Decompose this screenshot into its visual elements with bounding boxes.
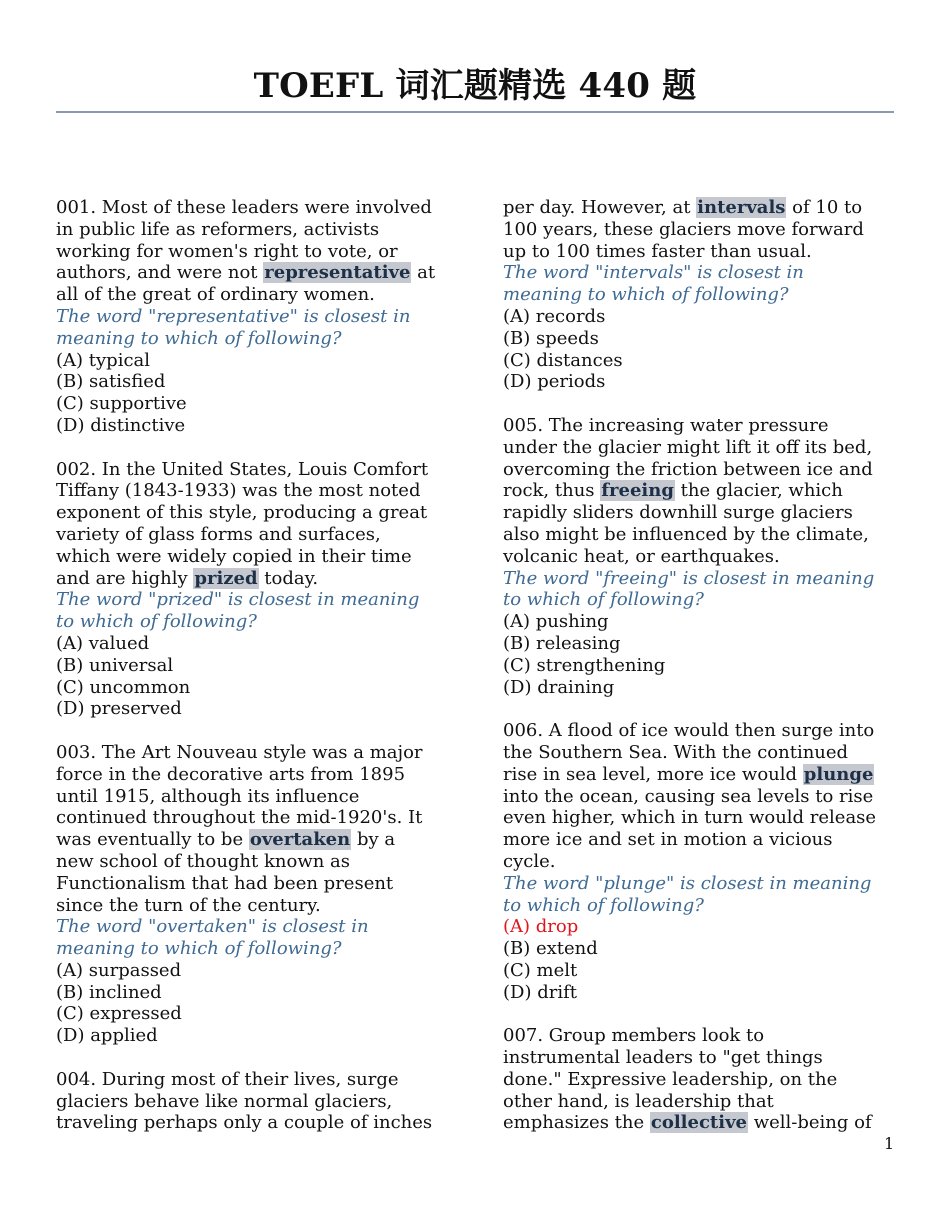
spacer <box>503 393 903 415</box>
passage-line: Tiffany (1843-1933) was the most noted <box>56 480 421 502</box>
passage-line: up to 100 times faster than usual. <box>503 240 812 262</box>
question-004-cont <box>503 197 903 393</box>
passage-line <box>56 829 456 851</box>
passage-line: more ice and set in motion a vicious <box>503 829 833 851</box>
option-c: (C) distances <box>503 349 623 371</box>
option-d: (D) distinctive <box>56 414 186 436</box>
passage-line: cycle. <box>503 850 556 872</box>
option-b: (B) extend <box>503 938 598 960</box>
question-005 <box>503 415 903 698</box>
option-a: (A) typical <box>56 349 151 371</box>
option-c: (C) expressed <box>56 1003 182 1025</box>
passage-line: working for women's right to vote, or <box>56 240 398 262</box>
passage-line: under the glacier might lift it off its bed, <box>503 436 873 458</box>
title-divider <box>56 111 894 113</box>
passage-line: 005. The increasing water pressure <box>503 414 829 436</box>
page-number: 1 <box>884 1134 895 1153</box>
highlighted-word: overtaken <box>249 829 351 851</box>
question-prompt: The word "freeing" is closest in meaning <box>503 567 875 589</box>
question-001 <box>56 197 456 437</box>
spacer <box>503 698 903 720</box>
passage-text: emphasizes the <box>503 1112 650 1134</box>
passage-line: 006. A flood of ice would then surge into <box>503 720 875 742</box>
passage-text: was eventually to be <box>56 829 249 851</box>
passage-line <box>503 197 903 219</box>
passage-line: since the turn of the century. <box>56 894 321 916</box>
question-002 <box>56 459 456 721</box>
passage-line: the Southern Sea. With the continued <box>503 741 849 763</box>
passage-line: volcanic heat, or earthquakes. <box>503 545 780 567</box>
passage-line: 004. During most of their lives, surge <box>56 1068 399 1090</box>
highlighted-word: freeing <box>601 480 674 502</box>
passage-line <box>56 568 456 590</box>
passage-line: until 1915, although its influence <box>56 785 360 807</box>
question-003 <box>56 742 456 1047</box>
question-prompt: The word "plunge" is closest in meaning <box>503 872 872 894</box>
passage-text: of 10 to <box>786 197 863 218</box>
option-d: (D) preserved <box>56 698 182 720</box>
option-b: (B) releasing <box>503 632 621 654</box>
question-007 <box>503 1025 903 1134</box>
option-c: (C) strengthening <box>503 654 666 676</box>
spacer <box>503 1003 903 1025</box>
passage-line: new school of thought known as <box>56 850 351 872</box>
question-prompt: meaning to which of following? <box>503 284 789 306</box>
passage-line: all of the great of ordinary women. <box>56 284 375 306</box>
option-b: (B) satisfied <box>56 371 166 393</box>
option-d: (D) applied <box>56 1025 158 1047</box>
option-a: (A) valued <box>56 632 150 654</box>
passage-text: and are highly <box>56 567 194 589</box>
option-a: (A) pushing <box>503 611 609 633</box>
passage-line: force in the decorative arts from 1895 <box>56 763 406 785</box>
passage-text: authors, and were not <box>56 262 264 284</box>
question-006 <box>503 720 903 1003</box>
passage-line: 007. Group members look to <box>503 1025 765 1047</box>
question-prompt: to which of following? <box>503 894 704 916</box>
option-b: (B) inclined <box>56 981 162 1003</box>
passage-line: instrumental leaders to "get things <box>503 1047 823 1069</box>
question-prompt: The word "representative" is closest in <box>56 305 411 327</box>
right-column <box>503 197 903 1134</box>
passage-line: 003. The Art Nouveau style was a major <box>56 741 423 763</box>
passage-line <box>56 262 456 284</box>
question-prompt: meaning to which of following? <box>56 938 342 960</box>
option-c: (C) melt <box>503 959 578 981</box>
passage-text: the glacier, which <box>674 480 843 502</box>
question-prompt: The word "overtaken" is closest in <box>56 916 369 938</box>
option-a: (A) records <box>503 305 606 327</box>
highlighted-word: plunge <box>803 763 874 785</box>
passage-line: into the ocean, causing sea levels to rise <box>503 785 874 807</box>
highlighted-word: representative <box>264 262 411 284</box>
spacer <box>56 720 456 742</box>
passage-line: 100 years, these glaciers move forward <box>503 218 864 240</box>
passage-line: done." Expressive leadership, on the <box>503 1068 838 1090</box>
question-prompt: The word "intervals" is closest in <box>503 262 804 284</box>
question-prompt: to which of following? <box>503 589 704 611</box>
passage-line: continued throughout the mid-1920's. It <box>56 807 423 829</box>
passage-text: at <box>411 262 436 284</box>
highlighted-word: prized <box>194 567 258 589</box>
passage-line: rapidly sliders downhill surge glaciers <box>503 502 853 524</box>
highlighted-word: intervals <box>697 197 786 218</box>
passage-line: glaciers behave like normal glaciers, <box>56 1090 393 1112</box>
spacer <box>56 1047 456 1069</box>
passage-line: even higher, which in turn would release <box>503 807 877 829</box>
question-004-start <box>56 1069 456 1134</box>
option-b: (B) speeds <box>503 327 599 349</box>
passage-line: Functionalism that had been present <box>56 872 394 894</box>
passage-line: which were widely copied in their time <box>56 545 412 567</box>
passage-text: today. <box>258 567 319 589</box>
question-prompt: meaning to which of following? <box>56 327 342 349</box>
passage-text: per day. However, at <box>503 197 697 218</box>
passage-line: overcoming the friction between ice and <box>503 458 873 480</box>
passage-text: well-being of <box>747 1112 872 1134</box>
passage-line: exponent of this style, producing a great <box>56 502 428 524</box>
passage-text: by a <box>351 829 396 851</box>
passage-line: variety of glass forms and surfaces, <box>56 523 381 545</box>
page-title: TOEFL 词汇题精选 440 题 <box>253 66 697 106</box>
option-b: (B) universal <box>56 654 174 676</box>
passage-line: 002. In the United States, Louis Comfort <box>56 458 429 480</box>
option-c: (C) supportive <box>56 393 187 415</box>
passage-line: in public life as reformers, activists <box>56 218 380 240</box>
passage-line: also might be influenced by the climate, <box>503 523 869 545</box>
passage-line <box>503 480 903 502</box>
passage-line: other hand, is leadership that <box>503 1090 774 1112</box>
option-c: (C) uncommon <box>56 676 191 698</box>
option-d: (D) periods <box>503 371 606 393</box>
option-a-correct: (A) drop <box>503 916 579 938</box>
highlighted-word: collective <box>650 1112 747 1134</box>
question-prompt: The word "prized" is closest in meaning <box>56 589 420 611</box>
passage-line <box>503 764 903 786</box>
passage-line: 001. Most of these leaders were involved <box>56 197 432 218</box>
spacer <box>56 437 456 459</box>
left-column <box>56 197 456 1134</box>
question-prompt: to which of following? <box>56 611 257 633</box>
passage-text: rock, thus <box>503 480 601 502</box>
passage-line <box>503 1112 903 1134</box>
option-d: (D) drift <box>503 981 577 1003</box>
passage-text: rise in sea level, more ice would <box>503 763 803 785</box>
option-d: (D) draining <box>503 676 615 698</box>
option-a: (A) surpassed <box>56 959 182 981</box>
passage-line: traveling perhaps only a couple of inches <box>56 1112 433 1134</box>
